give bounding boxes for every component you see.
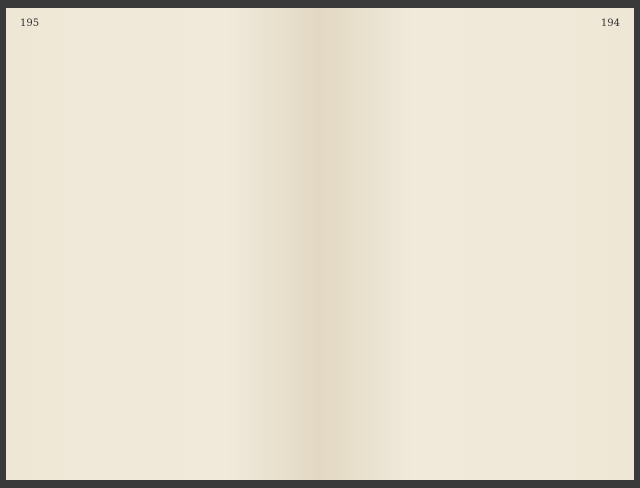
right-page-body xyxy=(334,38,620,462)
left-page-body xyxy=(20,38,306,462)
left-page xyxy=(6,8,320,480)
right-page xyxy=(320,8,634,480)
left-page-number: 195 xyxy=(20,18,40,29)
right-page-number: 194 xyxy=(600,18,620,29)
book-spread xyxy=(6,8,634,480)
